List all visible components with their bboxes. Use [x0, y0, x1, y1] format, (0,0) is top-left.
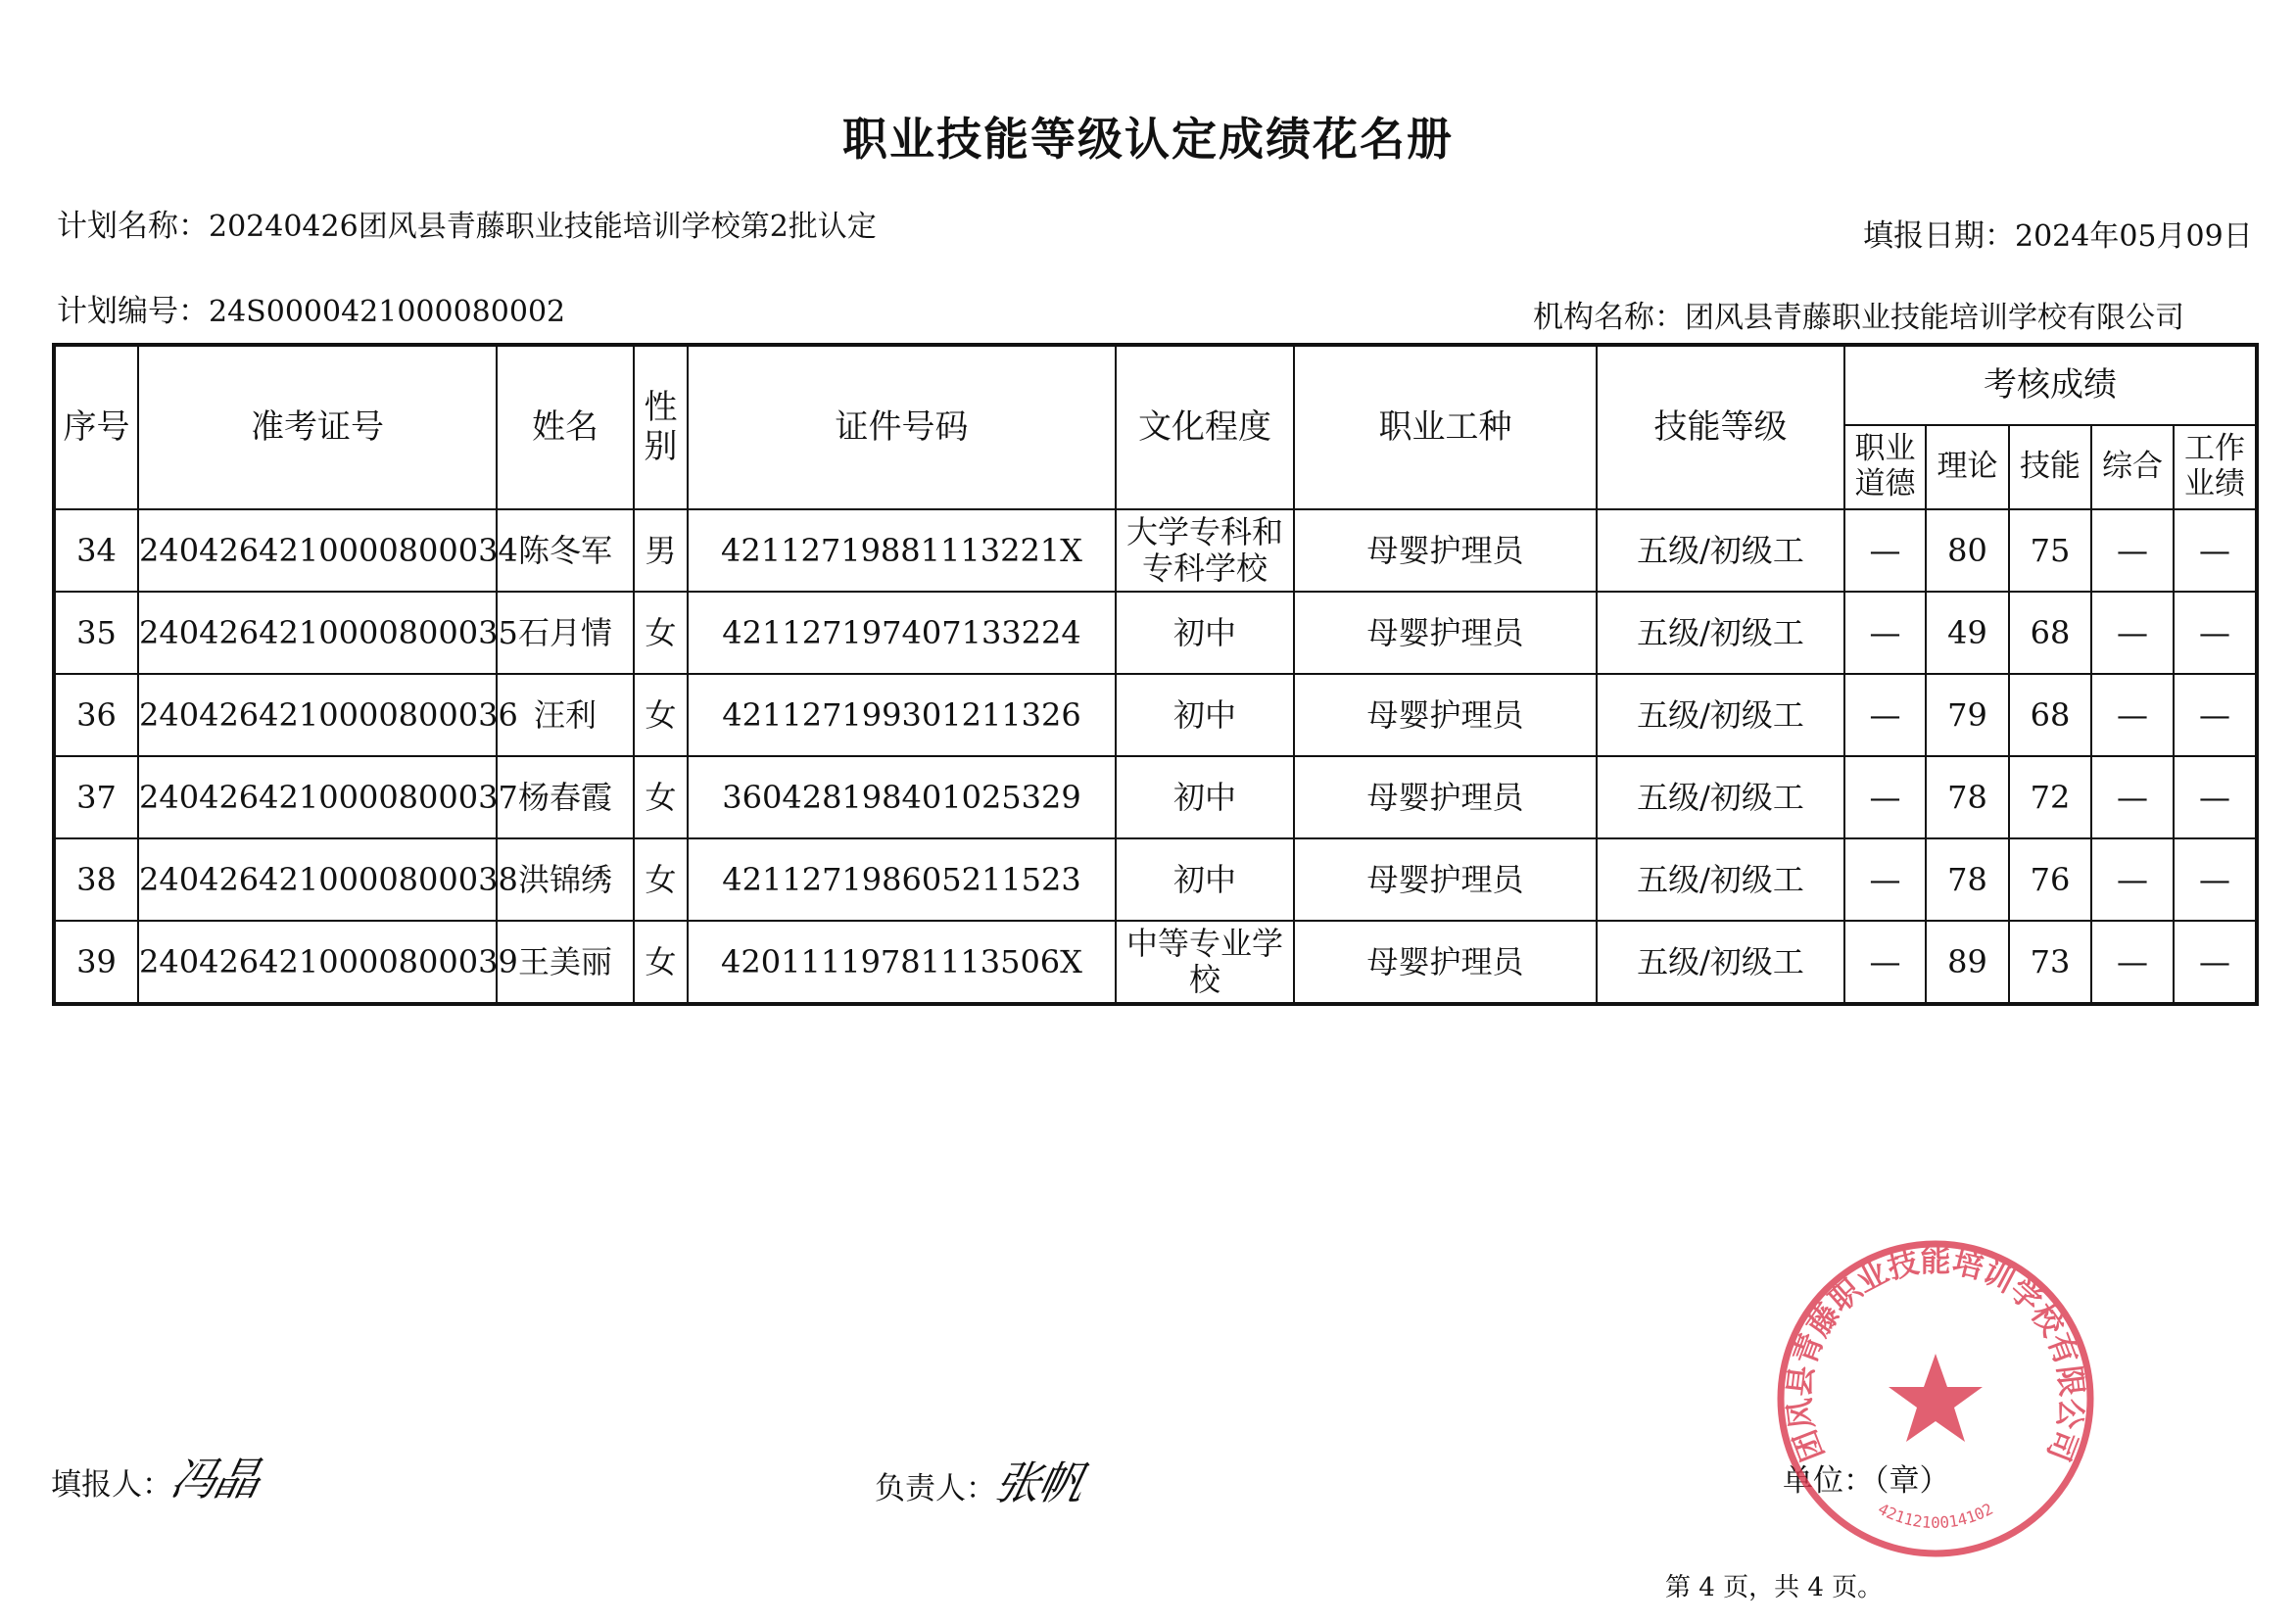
- col-performance: [2174, 425, 2257, 509]
- col-overall: 综合: [2091, 425, 2174, 509]
- table-row: [54, 674, 2257, 756]
- cell-skill: 73: [2009, 921, 2091, 1004]
- cell-occupation: 母婴护理员: [1294, 838, 1597, 921]
- manager-label: 负责人：: [875, 1471, 996, 1506]
- cell-ethics: —: [1844, 756, 1926, 838]
- cell-ticket: 2404264210000800035: [138, 592, 497, 674]
- org-label: 机构名称：: [1533, 300, 1685, 335]
- cell-overall: —: [2091, 674, 2174, 756]
- cell-level: 五级/初级工: [1597, 509, 1844, 592]
- cell-education-text: 初中: [1172, 778, 1236, 816]
- col-seq: 序号: [54, 345, 138, 509]
- score-table: [52, 343, 2259, 1006]
- col-education: 文化程度: [1116, 345, 1294, 509]
- cell-id-no: 42112719881113221X: [688, 509, 1116, 592]
- col-performance-text: 工作业绩: [2184, 431, 2245, 502]
- cell-overall: —: [2091, 838, 2174, 921]
- page-info: 第 4 页，共 4 页。: [1665, 1573, 1884, 1602]
- cell-level: 五级/初级工: [1597, 674, 1844, 756]
- plan-name-value: 20240426团风县青藤职业技能培训学校第2批认定: [209, 210, 877, 244]
- cell-occupation: 母婴护理员: [1294, 592, 1597, 674]
- col-scores-group: 考核成绩: [1844, 345, 2257, 425]
- cell-education-text: 初中: [1172, 695, 1236, 734]
- cell-level: 五级/初级工: [1597, 921, 1844, 1004]
- cell-gender: 女: [634, 921, 688, 1004]
- plan-no-line: [57, 286, 565, 330]
- unit-stamp-label: 单位：（章）: [1783, 1463, 1950, 1499]
- cell-education: [1116, 674, 1294, 756]
- fill-date-label: 填报日期：: [1863, 218, 2015, 254]
- cell-ethics: —: [1844, 674, 1926, 756]
- cell-performance: —: [2174, 838, 2257, 921]
- cell-occupation: 母婴护理员: [1294, 509, 1597, 592]
- cell-performance: —: [2174, 756, 2257, 838]
- seal-text: 团风县青藤职业技能培训学校有限公司: [1782, 1243, 2089, 1466]
- cell-skill: 75: [2009, 509, 2091, 592]
- cell-theory: 89: [1926, 921, 2009, 1004]
- cell-id-no: 42011119781113506X: [688, 921, 1116, 1004]
- col-occupation: 职业工种: [1294, 345, 1597, 509]
- col-gender: [634, 345, 688, 509]
- cell-occupation: 母婴护理员: [1294, 674, 1597, 756]
- cell-education: [1116, 592, 1294, 674]
- cell-seq: 39: [54, 921, 138, 1004]
- org-line: [1533, 292, 2184, 336]
- page-title: 职业技能等级认定成绩花名册: [842, 113, 1454, 166]
- cell-name: 洪锦绣: [497, 838, 634, 921]
- col-skill: 技能: [2009, 425, 2091, 509]
- cell-ticket: 2404264210000800039: [138, 921, 497, 1004]
- col-ticket: 准考证号: [138, 345, 497, 509]
- cell-id-no: 421127197407133224: [688, 592, 1116, 674]
- filler-line: [51, 1444, 264, 1508]
- cell-performance: —: [2174, 592, 2257, 674]
- col-ethics: [1844, 425, 1926, 509]
- cell-name: 石月情: [497, 592, 634, 674]
- cell-name: 杨春霞: [497, 756, 634, 838]
- cell-ethics: —: [1844, 509, 1926, 592]
- manager-signature: 张帆: [989, 1457, 1088, 1509]
- cell-education: [1116, 921, 1294, 1004]
- manager-line: [875, 1448, 1088, 1512]
- cell-theory: 78: [1926, 756, 2009, 838]
- cell-ticket: 2404264210000800036: [138, 674, 497, 756]
- cell-level: 五级/初级工: [1597, 592, 1844, 674]
- cell-name: 陈冬军: [497, 509, 634, 592]
- official-seal: [1773, 1236, 2098, 1561]
- cell-education-text: 大学专科和专科学校: [1125, 513, 1283, 587]
- cell-gender: 女: [634, 838, 688, 921]
- cell-occupation: 母婴护理员: [1294, 921, 1597, 1004]
- plan-name-label: 计划名称：: [57, 209, 209, 244]
- cell-overall: —: [2091, 592, 2174, 674]
- cell-ticket: 2404264210000800038: [138, 838, 497, 921]
- cell-skill: 68: [2009, 592, 2091, 674]
- cell-gender: 女: [634, 674, 688, 756]
- cell-skill: 68: [2009, 674, 2091, 756]
- table-row: [54, 592, 2257, 674]
- cell-seq: 34: [54, 509, 138, 592]
- table-row: [54, 756, 2257, 838]
- plan-no-value: 24S0000421000080002: [209, 295, 566, 329]
- col-level: 技能等级: [1597, 345, 1844, 509]
- cell-theory: 49: [1926, 592, 2009, 674]
- cell-gender: 女: [634, 756, 688, 838]
- cell-ethics: —: [1844, 921, 1926, 1004]
- cell-id-no: 360428198401025329: [688, 756, 1116, 838]
- fill-date-value: 2024年05月09日: [2015, 219, 2253, 254]
- cell-education-text: 中等专业学校: [1125, 925, 1283, 998]
- cell-level: 五级/初级工: [1597, 838, 1844, 921]
- cell-ethics: —: [1844, 838, 1926, 921]
- cell-theory: 79: [1926, 674, 2009, 756]
- col-ethics-text: 职业道德: [1854, 431, 1916, 502]
- cell-ticket: 2404264210000800037: [138, 756, 497, 838]
- cell-gender: 女: [634, 592, 688, 674]
- col-gender-text: 性别: [644, 388, 678, 466]
- cell-ticket: 2404264210000800034: [138, 509, 497, 592]
- cell-overall: —: [2091, 921, 2174, 1004]
- cell-seq: 37: [54, 756, 138, 838]
- cell-name: 汪利: [497, 674, 634, 756]
- table-body: [54, 509, 2257, 1004]
- cell-id-no: 421127198605211523: [688, 838, 1116, 921]
- cell-education: [1116, 509, 1294, 592]
- cell-overall: —: [2091, 509, 2174, 592]
- cell-performance: —: [2174, 674, 2257, 756]
- plan-no-label: 计划编号：: [57, 294, 209, 329]
- cell-education: [1116, 838, 1294, 921]
- cell-education-text: 初中: [1172, 860, 1236, 898]
- seal-star-icon: [1889, 1354, 1983, 1442]
- cell-ethics: —: [1844, 592, 1926, 674]
- table-row: [54, 509, 2257, 592]
- cell-seq: 38: [54, 838, 138, 921]
- cell-occupation: 母婴护理员: [1294, 756, 1597, 838]
- cell-id-no: 421127199301211326: [688, 674, 1116, 756]
- cell-gender: 男: [634, 509, 688, 592]
- cell-seq: 35: [54, 592, 138, 674]
- cell-seq: 36: [54, 674, 138, 756]
- plan-name-line: [57, 201, 877, 245]
- cell-education: [1116, 756, 1294, 838]
- cell-theory: 80: [1926, 509, 2009, 592]
- cell-skill: 72: [2009, 756, 2091, 838]
- cell-education-text: 初中: [1172, 613, 1236, 651]
- cell-skill: 76: [2009, 838, 2091, 921]
- cell-name: 王美丽: [497, 921, 634, 1004]
- col-name: 姓名: [497, 345, 634, 509]
- filler-label: 填报人：: [51, 1467, 172, 1503]
- fill-date-line: [1863, 211, 2253, 255]
- cell-performance: —: [2174, 509, 2257, 592]
- cell-level: 五级/初级工: [1597, 756, 1844, 838]
- filler-signature: 冯晶: [166, 1453, 264, 1505]
- col-id-no: 证件号码: [688, 345, 1116, 509]
- org-name-value: 团风县青藤职业技能培训学校有限公司: [1685, 301, 2184, 335]
- cell-performance: —: [2174, 921, 2257, 1004]
- table-row: [54, 838, 2257, 921]
- cell-theory: 78: [1926, 838, 2009, 921]
- table-header: [54, 345, 2257, 509]
- seal-code: 4211210014102: [1875, 1499, 1996, 1532]
- table-row: [54, 921, 2257, 1004]
- cell-overall: —: [2091, 756, 2174, 838]
- col-theory: 理论: [1926, 425, 2009, 509]
